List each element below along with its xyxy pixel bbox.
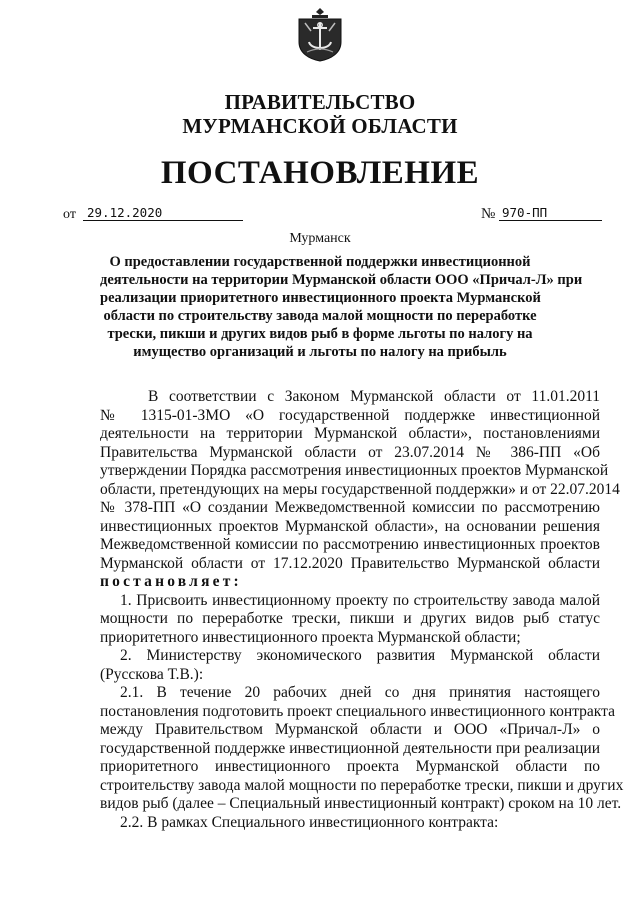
body-line: Мурманской области от 17.12.2020 Правительство Мурманской области <box>100 554 600 572</box>
document-number: 970-ПП <box>499 205 602 221</box>
body-line: видов рыб (далее – Специальный инвестиционный контракт) сроком на 10 лет. <box>100 795 622 812</box>
body-line: деятельности на территории Мурманской области», постановлениями <box>100 425 600 442</box>
document-type-title: ПОСТАНОВЛЕНИЕ <box>160 155 480 191</box>
body-line: утверждении Порядка рассмотрения инвестиционных проектов Мурманской <box>100 462 609 479</box>
body-line: № 1315-01-ЗМО «О государственной поддержке инвестиционной <box>100 406 600 424</box>
body-line: государственной поддержке инвестиционной деятельности при реализации <box>100 739 600 757</box>
body-line: инвестиционных проектов Мурманской области», на основании решения <box>100 517 600 535</box>
body-line: строительству завода малой мощности по переработке трески, пикши и других <box>100 776 624 794</box>
body-line: Межведомственной комиссии по рассмотрению инвестиционных проектов <box>100 536 600 553</box>
date-label: от <box>63 207 76 222</box>
body-line: приоритетного инвестиционного проекта Мурманской области; <box>100 628 521 646</box>
body-line: (Русскова Т.В.): <box>100 665 204 683</box>
body-line: № 378-ПП «О создании Межведомственной комиссии по рассмотрению <box>100 499 600 516</box>
body-line: области, претендующих на меры государственной поддержки» и от 22.07.2014 <box>100 480 620 498</box>
body-line: 2. Министерству экономического развития Мурманской области <box>120 647 600 664</box>
body-line: 1. Присвоить инвестиционному проекту по строительству завода малой <box>120 591 600 609</box>
subject-line: реализации приоритетного инвестиционного проекта Мурманской <box>100 290 541 306</box>
body-line: 2.2. В рамках Специального инвестиционного контракта: <box>120 813 499 831</box>
body-line: 2.1. В течение 20 рабочих дней со дня принятия настоящего <box>120 684 600 701</box>
resolution-word: постановляет: <box>100 573 242 590</box>
body-line: Правительства Мурманской области от 23.07.2014 № 386-ПП «Об <box>100 443 600 461</box>
government-name-line1: ПРАВИТЕЛЬСТВО <box>224 90 416 114</box>
document-date: 29.12.2020 <box>83 205 243 221</box>
body-line: постановления подготовить проект специального инвестиционного контракта <box>100 702 615 720</box>
document-body <box>100 388 624 832</box>
subject-line: деятельности на территории Мурманской области ООО «Причал-Л» при <box>100 272 583 288</box>
subject-line: области по строительству завода малой мощности по переработке <box>103 308 537 324</box>
body-line: В соответствии с Законом Мурманской области от 11.01.2011 <box>148 388 600 405</box>
subject-line: О предоставлении государственной поддержки инвестиционной <box>109 254 531 270</box>
government-name-line2: МУРМАНСКОЙ ОБЛАСТИ <box>182 114 458 138</box>
document-subject <box>100 253 583 361</box>
number-label: № <box>481 206 496 222</box>
body-line: между Правительством Мурманской области и ООО «Причал-Л» о <box>100 721 600 738</box>
coat-of-arms-icon <box>295 6 345 62</box>
body-line: мощности по переработке трески, пикши и других видов рыб статус <box>100 610 600 627</box>
city-name: Мурманск <box>289 231 351 246</box>
subject-line: имущество организаций и льготы по налогу на прибыль <box>133 344 507 360</box>
date-number-row <box>63 205 603 227</box>
subject-line: трески, пикши и других видов рыб в форме льготы по налогу на <box>107 326 533 342</box>
body-line: приоритетного инвестиционного проекта Мурманской области по <box>100 758 600 775</box>
